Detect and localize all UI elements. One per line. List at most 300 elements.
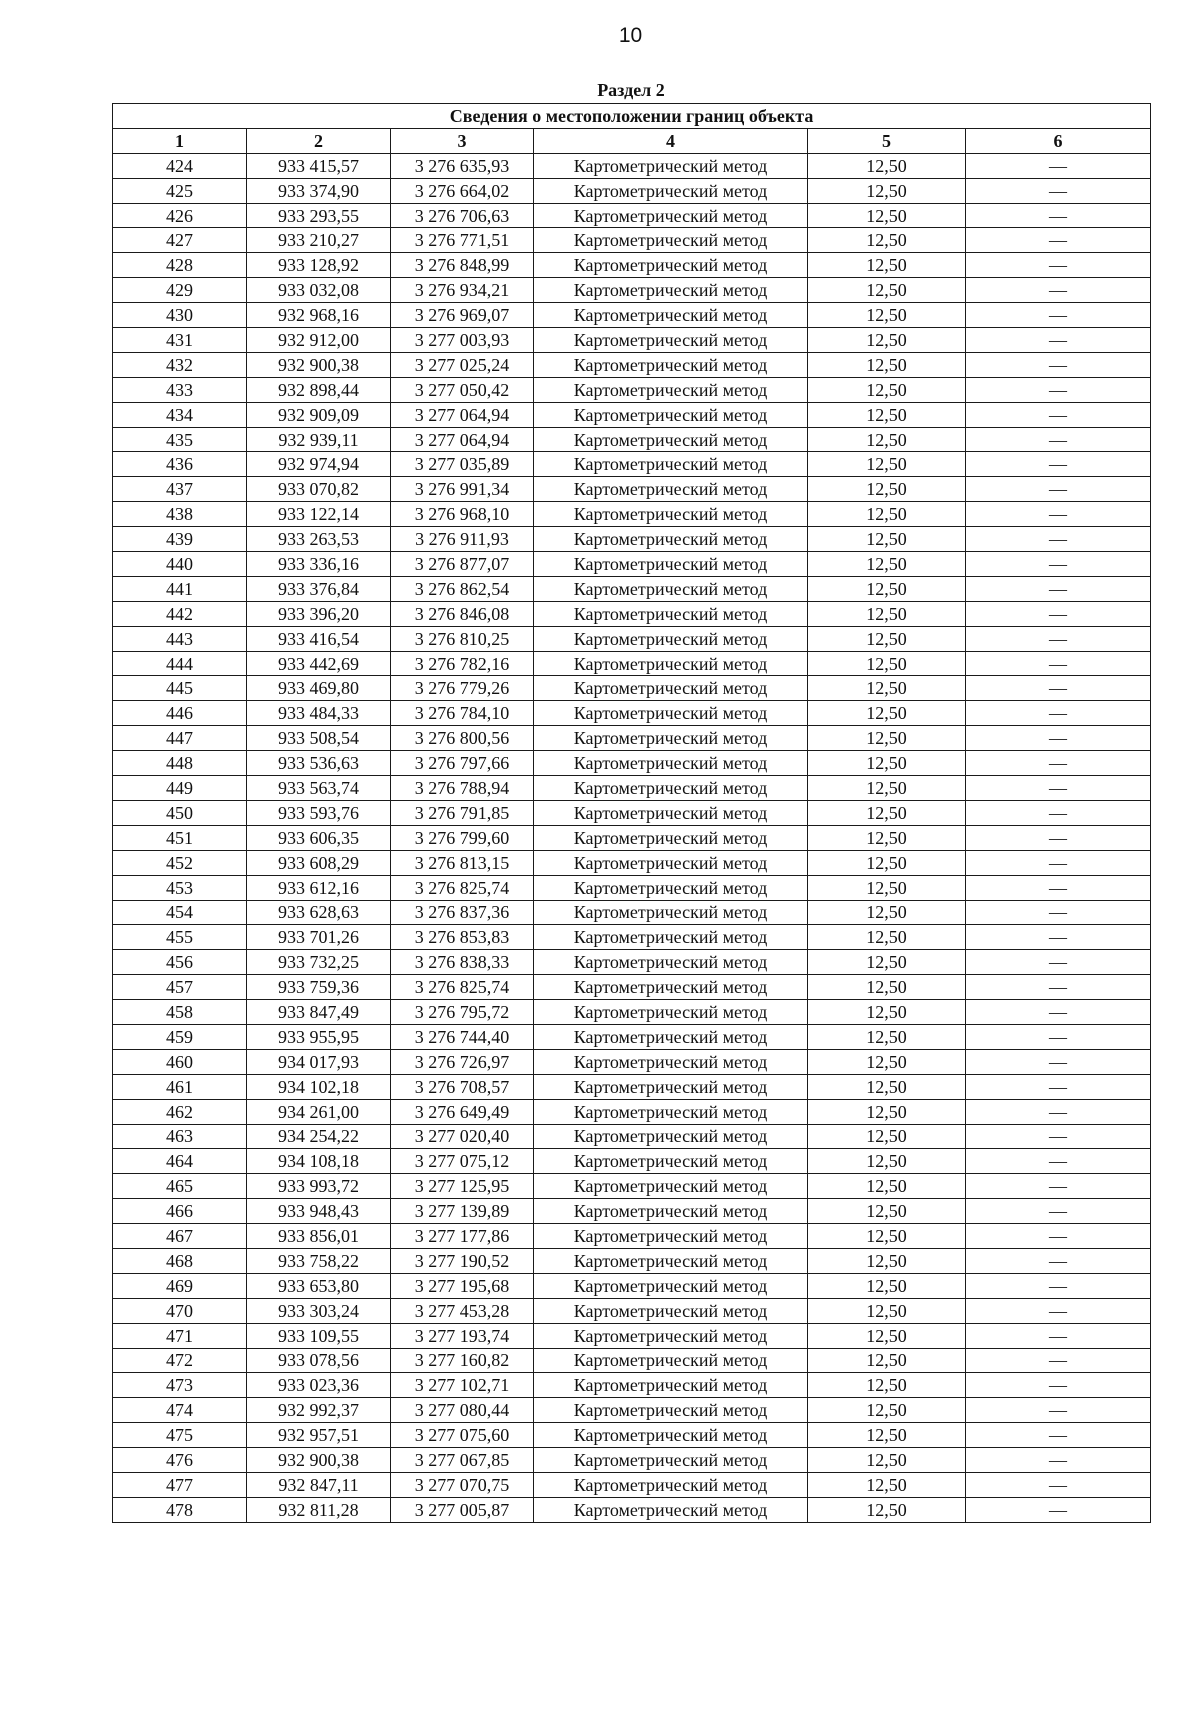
accuracy-cell: 12,50 (808, 452, 966, 477)
y-coordinate-cell: 3 276 782,16 (391, 651, 534, 676)
description-cell: — (966, 751, 1151, 776)
description-cell: — (966, 800, 1151, 825)
point-number-cell: 446 (113, 701, 247, 726)
description-cell: — (966, 1323, 1151, 1348)
description-cell: — (966, 352, 1151, 377)
point-number-cell: 478 (113, 1497, 247, 1522)
x-coordinate-cell: 934 261,00 (247, 1099, 391, 1124)
description-cell: — (966, 477, 1151, 502)
x-coordinate-cell: 933 396,20 (247, 601, 391, 626)
x-coordinate-cell: 933 128,92 (247, 253, 391, 278)
accuracy-cell: 12,50 (808, 303, 966, 328)
method-cell: Картометрический метод (534, 1497, 808, 1522)
y-coordinate-cell: 3 277 080,44 (391, 1398, 534, 1423)
accuracy-cell: 12,50 (808, 1448, 966, 1473)
table-row (113, 601, 1151, 626)
y-coordinate-cell: 3 276 825,74 (391, 875, 534, 900)
table-row (113, 402, 1151, 427)
description-cell: — (966, 1273, 1151, 1298)
y-coordinate-cell: 3 276 838,33 (391, 950, 534, 975)
point-number-cell: 428 (113, 253, 247, 278)
section-title: Раздел 2 (597, 80, 665, 100)
point-number-cell: 448 (113, 751, 247, 776)
point-number-cell: 434 (113, 402, 247, 427)
table-row (113, 552, 1151, 577)
method-cell: Картометрический метод (534, 676, 808, 701)
x-coordinate-cell: 932 900,38 (247, 1448, 391, 1473)
x-coordinate-cell: 934 102,18 (247, 1074, 391, 1099)
accuracy-cell: 12,50 (808, 975, 966, 1000)
y-coordinate-cell: 3 277 160,82 (391, 1348, 534, 1373)
y-coordinate-cell: 3 276 726,97 (391, 1049, 534, 1074)
x-coordinate-cell: 933 628,63 (247, 900, 391, 925)
point-number-cell: 475 (113, 1423, 247, 1448)
table-row (113, 1373, 1151, 1398)
description-cell: — (966, 1448, 1151, 1473)
x-coordinate-cell: 933 508,54 (247, 726, 391, 751)
table-row (113, 776, 1151, 801)
accuracy-cell: 12,50 (808, 1373, 966, 1398)
x-coordinate-cell: 933 856,01 (247, 1224, 391, 1249)
accuracy-cell: 12,50 (808, 328, 966, 353)
description-cell: — (966, 701, 1151, 726)
method-cell: Картометрический метод (534, 452, 808, 477)
method-cell: Картометрический метод (534, 701, 808, 726)
accuracy-cell: 12,50 (808, 1398, 966, 1423)
x-coordinate-cell: 932 909,09 (247, 402, 391, 427)
method-cell: Картометрический метод (534, 527, 808, 552)
method-cell: Картометрический метод (534, 1248, 808, 1273)
y-coordinate-cell: 3 277 050,42 (391, 377, 534, 402)
method-cell: Картометрический метод (534, 1149, 808, 1174)
method-cell: Картометрический метод (534, 178, 808, 203)
description-cell: — (966, 676, 1151, 701)
accuracy-cell: 12,50 (808, 1124, 966, 1149)
accuracy-cell: 12,50 (808, 1149, 966, 1174)
point-number-cell: 459 (113, 1024, 247, 1049)
method-cell: Картометрический метод (534, 1472, 808, 1497)
x-coordinate-cell: 933 653,80 (247, 1273, 391, 1298)
table-row (113, 328, 1151, 353)
method-cell: Картометрический метод (534, 1298, 808, 1323)
accuracy-cell: 12,50 (808, 1472, 966, 1497)
accuracy-cell: 12,50 (808, 1024, 966, 1049)
description-cell: — (966, 875, 1151, 900)
method-cell: Картометрический метод (534, 1124, 808, 1149)
point-number-cell: 427 (113, 228, 247, 253)
boundary-coordinates-table (112, 103, 1151, 1523)
description-cell: — (966, 328, 1151, 353)
table-row (113, 651, 1151, 676)
y-coordinate-cell: 3 276 968,10 (391, 502, 534, 527)
description-cell: — (966, 1248, 1151, 1273)
accuracy-cell: 12,50 (808, 626, 966, 651)
x-coordinate-cell: 933 955,95 (247, 1024, 391, 1049)
description-cell: — (966, 253, 1151, 278)
table-row (113, 1049, 1151, 1074)
table-row (113, 1024, 1151, 1049)
method-cell: Картометрический метод (534, 850, 808, 875)
accuracy-cell: 12,50 (808, 701, 966, 726)
x-coordinate-cell: 933 376,84 (247, 576, 391, 601)
table-row (113, 1448, 1151, 1473)
y-coordinate-cell: 3 276 797,66 (391, 751, 534, 776)
accuracy-cell: 12,50 (808, 875, 966, 900)
accuracy-cell: 12,50 (808, 850, 966, 875)
method-cell: Картометрический метод (534, 975, 808, 1000)
description-cell: — (966, 1497, 1151, 1522)
point-number-cell: 432 (113, 352, 247, 377)
x-coordinate-cell: 933 442,69 (247, 651, 391, 676)
accuracy-cell: 12,50 (808, 352, 966, 377)
description-cell: — (966, 402, 1151, 427)
y-coordinate-cell: 3 277 003,93 (391, 328, 534, 353)
y-coordinate-cell: 3 277 453,28 (391, 1298, 534, 1323)
y-coordinate-cell: 3 277 139,89 (391, 1199, 534, 1224)
method-cell: Картометрический метод (534, 601, 808, 626)
table-row (113, 477, 1151, 502)
point-number-cell: 451 (113, 825, 247, 850)
accuracy-cell: 12,50 (808, 676, 966, 701)
method-cell: Картометрический метод (534, 900, 808, 925)
accuracy-cell: 12,50 (808, 178, 966, 203)
accuracy-cell: 12,50 (808, 950, 966, 975)
table-row (113, 278, 1151, 303)
point-number-cell: 464 (113, 1149, 247, 1174)
description-cell: — (966, 1199, 1151, 1224)
point-number-cell: 425 (113, 178, 247, 203)
description-cell: — (966, 576, 1151, 601)
method-cell: Картометрический метод (534, 1224, 808, 1249)
y-coordinate-cell: 3 277 067,85 (391, 1448, 534, 1473)
point-number-cell: 430 (113, 303, 247, 328)
page-number: 10 (618, 24, 643, 47)
method-cell: Картометрический метод (534, 1049, 808, 1074)
table-row (113, 975, 1151, 1000)
y-coordinate-cell: 3 277 102,71 (391, 1373, 534, 1398)
method-cell: Картометрический метод (534, 651, 808, 676)
point-number-cell: 455 (113, 925, 247, 950)
table-row (113, 676, 1151, 701)
y-coordinate-cell: 3 277 125,95 (391, 1174, 534, 1199)
accuracy-cell: 12,50 (808, 601, 966, 626)
table-row (113, 1149, 1151, 1174)
y-coordinate-cell: 3 276 825,74 (391, 975, 534, 1000)
point-number-cell: 437 (113, 477, 247, 502)
method-cell: Картометрический метод (534, 776, 808, 801)
method-cell: Картометрический метод (534, 1398, 808, 1423)
description-cell: — (966, 427, 1151, 452)
description-cell: — (966, 1024, 1151, 1049)
point-number-cell: 468 (113, 1248, 247, 1273)
x-coordinate-cell: 933 536,63 (247, 751, 391, 776)
table-row (113, 1074, 1151, 1099)
description-cell: — (966, 1149, 1151, 1174)
point-number-cell: 429 (113, 278, 247, 303)
x-coordinate-cell: 933 336,16 (247, 552, 391, 577)
y-coordinate-cell: 3 277 064,94 (391, 402, 534, 427)
description-cell: — (966, 1099, 1151, 1124)
accuracy-cell: 12,50 (808, 1224, 966, 1249)
table-body (113, 153, 1151, 1522)
y-coordinate-cell: 3 276 848,99 (391, 253, 534, 278)
y-coordinate-cell: 3 276 664,02 (391, 178, 534, 203)
point-number-cell: 449 (113, 776, 247, 801)
method-cell: Картометрический метод (534, 1273, 808, 1298)
column-header: 1 (113, 128, 247, 153)
description-cell: — (966, 552, 1151, 577)
point-number-cell: 436 (113, 452, 247, 477)
y-coordinate-cell: 3 276 788,94 (391, 776, 534, 801)
x-coordinate-cell: 933 593,76 (247, 800, 391, 825)
y-coordinate-cell: 3 276 862,54 (391, 576, 534, 601)
accuracy-cell: 12,50 (808, 825, 966, 850)
accuracy-cell: 12,50 (808, 651, 966, 676)
x-coordinate-cell: 932 912,00 (247, 328, 391, 353)
table-row (113, 253, 1151, 278)
table-row (113, 1124, 1151, 1149)
accuracy-cell: 12,50 (808, 427, 966, 452)
accuracy-cell: 12,50 (808, 1348, 966, 1373)
table-row (113, 925, 1151, 950)
x-coordinate-cell: 933 758,22 (247, 1248, 391, 1273)
x-coordinate-cell: 932 898,44 (247, 377, 391, 402)
method-cell: Картометрический метод (534, 502, 808, 527)
x-coordinate-cell: 932 974,94 (247, 452, 391, 477)
point-number-cell: 440 (113, 552, 247, 577)
accuracy-cell: 12,50 (808, 800, 966, 825)
point-number-cell: 457 (113, 975, 247, 1000)
x-coordinate-cell: 932 847,11 (247, 1472, 391, 1497)
accuracy-cell: 12,50 (808, 1049, 966, 1074)
method-cell: Картометрический метод (534, 552, 808, 577)
x-coordinate-cell: 933 210,27 (247, 228, 391, 253)
table-row (113, 1099, 1151, 1124)
table-row (113, 427, 1151, 452)
table-title: Сведения о местоположении границ объекта (113, 104, 1151, 129)
description-cell: — (966, 1348, 1151, 1373)
table-row (113, 352, 1151, 377)
column-header: 2 (247, 128, 391, 153)
point-number-cell: 452 (113, 850, 247, 875)
y-coordinate-cell: 3 276 877,07 (391, 552, 534, 577)
accuracy-cell: 12,50 (808, 377, 966, 402)
description-cell: — (966, 1074, 1151, 1099)
y-coordinate-cell: 3 276 791,85 (391, 800, 534, 825)
y-coordinate-cell: 3 277 190,52 (391, 1248, 534, 1273)
description-cell: — (966, 950, 1151, 975)
point-number-cell: 439 (113, 527, 247, 552)
accuracy-cell: 12,50 (808, 502, 966, 527)
y-coordinate-cell: 3 277 177,86 (391, 1224, 534, 1249)
description-cell: — (966, 178, 1151, 203)
y-coordinate-cell: 3 277 193,74 (391, 1323, 534, 1348)
method-cell: Картометрический метод (534, 377, 808, 402)
table-row (113, 153, 1151, 178)
y-coordinate-cell: 3 277 005,87 (391, 1497, 534, 1522)
y-coordinate-cell: 3 276 771,51 (391, 228, 534, 253)
point-number-cell: 477 (113, 1472, 247, 1497)
point-number-cell: 466 (113, 1199, 247, 1224)
y-coordinate-cell: 3 276 800,56 (391, 726, 534, 751)
x-coordinate-cell: 933 847,49 (247, 1000, 391, 1025)
table-row (113, 527, 1151, 552)
point-number-cell: 473 (113, 1373, 247, 1398)
point-number-cell: 467 (113, 1224, 247, 1249)
y-coordinate-cell: 3 276 779,26 (391, 676, 534, 701)
x-coordinate-cell: 933 109,55 (247, 1323, 391, 1348)
method-cell: Картометрический метод (534, 1099, 808, 1124)
point-number-cell: 461 (113, 1074, 247, 1099)
method-cell: Картометрический метод (534, 1174, 808, 1199)
x-coordinate-cell: 934 017,93 (247, 1049, 391, 1074)
table-row (113, 1273, 1151, 1298)
point-number-cell: 465 (113, 1174, 247, 1199)
table-row (113, 626, 1151, 651)
description-cell: — (966, 1298, 1151, 1323)
point-number-cell: 470 (113, 1298, 247, 1323)
y-coordinate-cell: 3 277 025,24 (391, 352, 534, 377)
method-cell: Картометрический метод (534, 1423, 808, 1448)
accuracy-cell: 12,50 (808, 900, 966, 925)
table-row (113, 900, 1151, 925)
x-coordinate-cell: 932 939,11 (247, 427, 391, 452)
method-cell: Картометрический метод (534, 726, 808, 751)
accuracy-cell: 12,50 (808, 552, 966, 577)
table-row (113, 726, 1151, 751)
description-cell: — (966, 452, 1151, 477)
column-header: 3 (391, 128, 534, 153)
column-header-row (113, 128, 1151, 153)
x-coordinate-cell: 933 023,36 (247, 1373, 391, 1398)
table-row (113, 1298, 1151, 1323)
table-row (113, 1248, 1151, 1273)
method-cell: Картометрический метод (534, 477, 808, 502)
point-number-cell: 460 (113, 1049, 247, 1074)
point-number-cell: 426 (113, 203, 247, 228)
x-coordinate-cell: 933 032,08 (247, 278, 391, 303)
accuracy-cell: 12,50 (808, 1298, 966, 1323)
table-row (113, 825, 1151, 850)
description-cell: — (966, 925, 1151, 950)
table-title-row (113, 104, 1151, 129)
table-row (113, 1174, 1151, 1199)
y-coordinate-cell: 3 276 649,49 (391, 1099, 534, 1124)
table-row (113, 950, 1151, 975)
table-row (113, 377, 1151, 402)
point-number-cell: 454 (113, 900, 247, 925)
point-number-cell: 443 (113, 626, 247, 651)
method-cell: Картометрический метод (534, 950, 808, 975)
method-cell: Картометрический метод (534, 1448, 808, 1473)
description-cell: — (966, 377, 1151, 402)
y-coordinate-cell: 3 276 837,36 (391, 900, 534, 925)
table-row (113, 452, 1151, 477)
accuracy-cell: 12,50 (808, 228, 966, 253)
method-cell: Картометрический метод (534, 203, 808, 228)
y-coordinate-cell: 3 276 969,07 (391, 303, 534, 328)
description-cell: — (966, 850, 1151, 875)
point-number-cell: 453 (113, 875, 247, 900)
point-number-cell: 444 (113, 651, 247, 676)
table-row (113, 1348, 1151, 1373)
accuracy-cell: 12,50 (808, 751, 966, 776)
y-coordinate-cell: 3 276 708,57 (391, 1074, 534, 1099)
accuracy-cell: 12,50 (808, 925, 966, 950)
x-coordinate-cell: 933 948,43 (247, 1199, 391, 1224)
table-row (113, 1224, 1151, 1249)
x-coordinate-cell: 933 122,14 (247, 502, 391, 527)
table-row (113, 1000, 1151, 1025)
y-coordinate-cell: 3 276 853,83 (391, 925, 534, 950)
method-cell: Картометрический метод (534, 800, 808, 825)
accuracy-cell: 12,50 (808, 1000, 966, 1025)
accuracy-cell: 12,50 (808, 1174, 966, 1199)
method-cell: Картометрический метод (534, 751, 808, 776)
description-cell: — (966, 1398, 1151, 1423)
method-cell: Картометрический метод (534, 278, 808, 303)
y-coordinate-cell: 3 277 020,40 (391, 1124, 534, 1149)
table-row (113, 303, 1151, 328)
accuracy-cell: 12,50 (808, 203, 966, 228)
method-cell: Картометрический метод (534, 626, 808, 651)
method-cell: Картометрический метод (534, 1074, 808, 1099)
column-header: 4 (534, 128, 808, 153)
method-cell: Картометрический метод (534, 153, 808, 178)
table-row (113, 751, 1151, 776)
method-cell: Картометрический метод (534, 576, 808, 601)
y-coordinate-cell: 3 276 813,15 (391, 850, 534, 875)
table-row (113, 1199, 1151, 1224)
x-coordinate-cell: 934 108,18 (247, 1149, 391, 1174)
description-cell: — (966, 1124, 1151, 1149)
point-number-cell: 450 (113, 800, 247, 825)
description-cell: — (966, 228, 1151, 253)
x-coordinate-cell: 934 254,22 (247, 1124, 391, 1149)
point-number-cell: 445 (113, 676, 247, 701)
x-coordinate-cell: 933 608,29 (247, 850, 391, 875)
description-cell: — (966, 651, 1151, 676)
x-coordinate-cell: 932 992,37 (247, 1398, 391, 1423)
description-cell: — (966, 1000, 1151, 1025)
table-row (113, 1323, 1151, 1348)
x-coordinate-cell: 933 563,74 (247, 776, 391, 801)
method-cell: Картометрический метод (534, 875, 808, 900)
method-cell: Картометрический метод (534, 228, 808, 253)
point-number-cell: 438 (113, 502, 247, 527)
x-coordinate-cell: 933 293,55 (247, 203, 391, 228)
description-cell: — (966, 900, 1151, 925)
method-cell: Картометрический метод (534, 1323, 808, 1348)
description-cell: — (966, 1423, 1151, 1448)
y-coordinate-cell: 3 276 846,08 (391, 601, 534, 626)
x-coordinate-cell: 933 701,26 (247, 925, 391, 950)
y-coordinate-cell: 3 276 810,25 (391, 626, 534, 651)
table-row (113, 502, 1151, 527)
method-cell: Картометрический метод (534, 1199, 808, 1224)
table-row (113, 178, 1151, 203)
accuracy-cell: 12,50 (808, 726, 966, 751)
x-coordinate-cell: 933 993,72 (247, 1174, 391, 1199)
table-row (113, 875, 1151, 900)
point-number-cell: 433 (113, 377, 247, 402)
x-coordinate-cell: 933 415,57 (247, 153, 391, 178)
x-coordinate-cell: 933 606,35 (247, 825, 391, 850)
y-coordinate-cell: 3 277 075,12 (391, 1149, 534, 1174)
method-cell: Картометрический метод (534, 402, 808, 427)
accuracy-cell: 12,50 (808, 1323, 966, 1348)
accuracy-cell: 12,50 (808, 1497, 966, 1522)
